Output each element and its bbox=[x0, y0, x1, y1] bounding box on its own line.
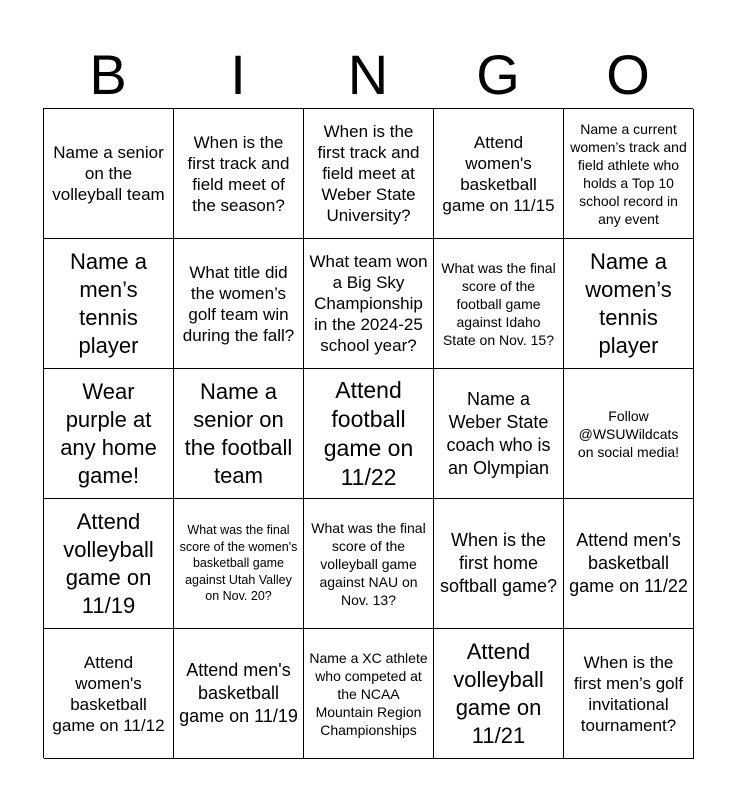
bingo-cell-r3c4[interactable] bbox=[434, 369, 564, 499]
bingo-cell-text: Name a men’s tennis player bbox=[69, 248, 148, 358]
bingo-cell-text: Attend women's basketball game on 11/15 bbox=[442, 132, 555, 215]
bingo-cell-r5c2[interactable] bbox=[174, 629, 304, 759]
bingo-cell-r4c1[interactable] bbox=[44, 499, 174, 629]
bingo-cell-r1c2[interactable] bbox=[174, 109, 304, 239]
bingo-cell-r4c4[interactable] bbox=[434, 499, 564, 629]
bingo-cell-text: Attend volleyball game on 11/19 bbox=[63, 508, 154, 618]
bingo-cell-text: Wear purple at any home game! bbox=[60, 378, 157, 488]
bingo-cell-text: What was the final score of the football game against Idaho State on Nov. 15? bbox=[441, 259, 556, 348]
bingo-cell-text: Attend volleyball game on 11/21 bbox=[453, 638, 544, 748]
bingo-cell-r3c5[interactable] bbox=[564, 369, 694, 499]
header-letter-n: N bbox=[347, 43, 389, 106]
bingo-cell-r3c3[interactable] bbox=[304, 369, 434, 499]
bingo-cell-text: What team won a Big Sky Championship in the 2024-25 school year? bbox=[309, 252, 428, 355]
bingo-header bbox=[43, 42, 693, 108]
bingo-cell-r1c5[interactable] bbox=[564, 109, 694, 239]
bingo-cell-r4c5[interactable] bbox=[564, 499, 694, 629]
header-letter-b: B bbox=[89, 43, 127, 106]
bingo-cell-r2c4[interactable] bbox=[434, 239, 564, 369]
bingo-cell-r5c1[interactable] bbox=[44, 629, 174, 759]
bingo-cell-text: Name a women’s tennis player bbox=[585, 248, 672, 358]
bingo-cell-text: Follow @WSUWildcats on social media! bbox=[577, 407, 680, 460]
bingo-cell-text: Name a senior on the volleyball team bbox=[52, 143, 165, 204]
bingo-cell-r2c1[interactable] bbox=[44, 239, 174, 369]
bingo-cell-r1c3[interactable] bbox=[304, 109, 434, 239]
bingo-cell-text: Attend football game on 11/22 bbox=[323, 376, 414, 490]
bingo-cell-r1c1[interactable] bbox=[44, 109, 174, 239]
bingo-cell-r3c1[interactable] bbox=[44, 369, 174, 499]
bingo-cell-text: Name a senior on the football team bbox=[184, 378, 293, 488]
bingo-cell-r1c4[interactable] bbox=[434, 109, 564, 239]
bingo-cell-r5c4[interactable] bbox=[434, 629, 564, 759]
bingo-cell-r4c3[interactable] bbox=[304, 499, 434, 629]
bingo-cell-text: When is the first men’s golf invitational tournament? bbox=[573, 652, 684, 735]
bingo-cell-text: Attend women's basketball game on 11/12 bbox=[52, 652, 165, 735]
bingo-cell-text: Name a XC athlete who competed at the NCAA Mountain Region Championships bbox=[309, 649, 428, 738]
bingo-cell-text: What was the final score of the volleyball game against NAU on Nov. 13? bbox=[311, 519, 426, 608]
bingo-cell-text: Attend men's basketball game on 11/22 bbox=[569, 530, 688, 596]
header-letter-g: G bbox=[476, 43, 520, 106]
bingo-cell-r2c2[interactable] bbox=[174, 239, 304, 369]
bingo-cell-text: Name a Weber State coach who is an Olympian bbox=[446, 388, 551, 478]
bingo-cell-text: When is the first home softball game? bbox=[439, 530, 558, 596]
bingo-cell-r5c5[interactable] bbox=[564, 629, 694, 759]
bingo-cell-r3c2[interactable] bbox=[174, 369, 304, 499]
bingo-cell-r5c3[interactable] bbox=[304, 629, 434, 759]
header-letter-o: O bbox=[606, 43, 650, 106]
bingo-cell-text: What title did the women’s golf team win during the fall? bbox=[182, 262, 295, 345]
bingo-cell-text: Name a current women’s track and field athlete who holds a Top 10 school record in any event bbox=[570, 120, 687, 227]
bingo-cell-r2c5[interactable] bbox=[564, 239, 694, 369]
header-letter-i: I bbox=[230, 43, 246, 106]
bingo-cell-text: Attend men's basketball game on 11/19 bbox=[179, 660, 298, 726]
bingo-cell-text: When is the first track and field meet at Weber State University? bbox=[317, 122, 420, 225]
bingo-cell-text: What was the final score of the women's basketball game against Utah Valley on Nov. 20? bbox=[179, 523, 298, 604]
bingo-cell-text: When is the first track and field meet of the season? bbox=[187, 132, 290, 215]
bingo-cell-r4c2[interactable] bbox=[174, 499, 304, 629]
bingo-card-grid bbox=[43, 108, 693, 758]
bingo-cell-r2c3[interactable] bbox=[304, 239, 434, 369]
